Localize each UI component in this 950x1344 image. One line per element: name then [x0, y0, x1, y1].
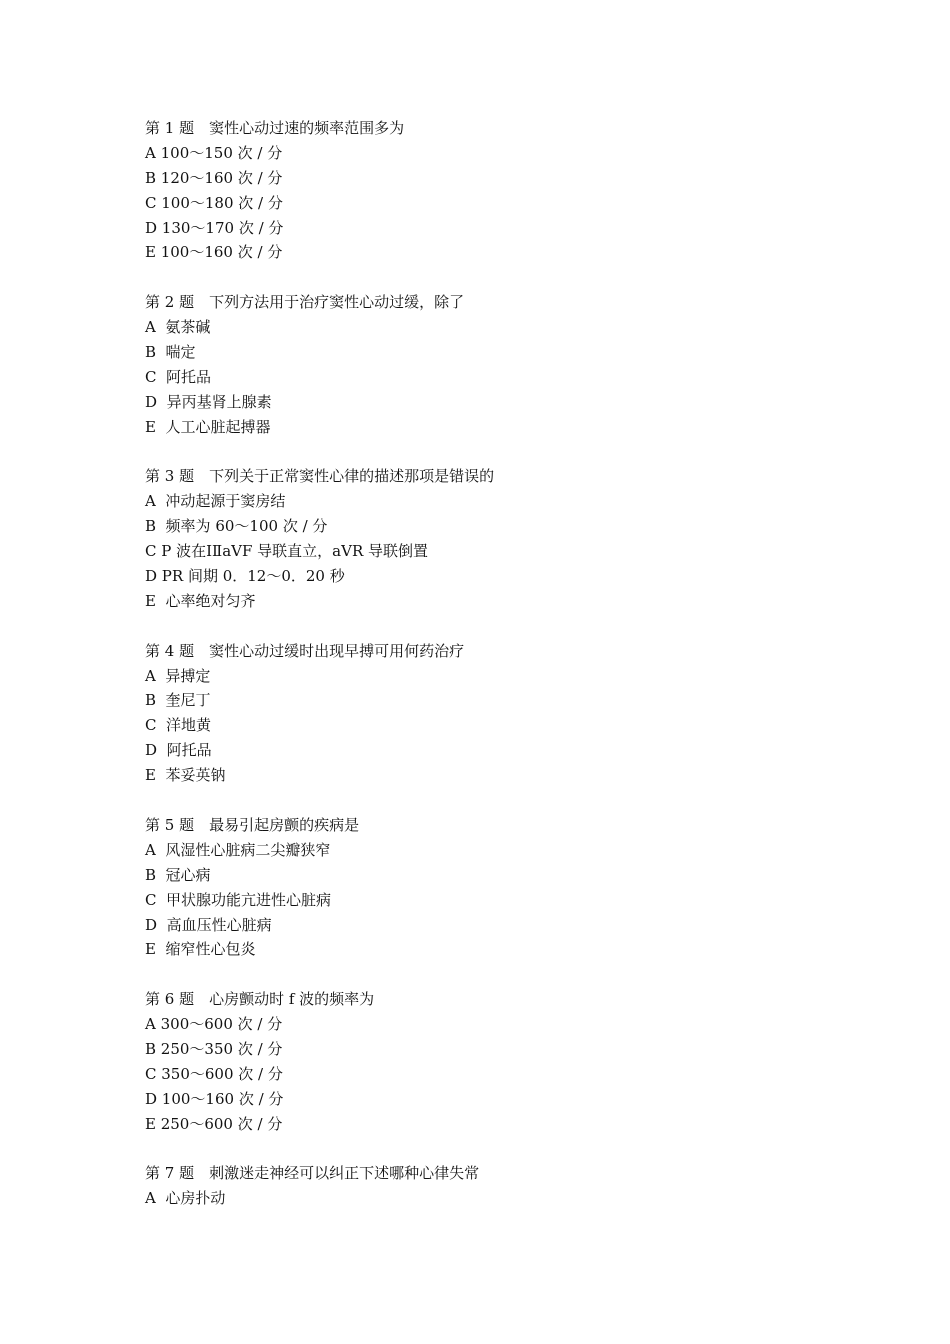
option-a: A 心房扑动 [145, 1189, 226, 1208]
question-3 [145, 464, 845, 613]
question-6 [145, 987, 845, 1136]
option-a: A 300～600 次 / 分 [145, 1015, 283, 1034]
question-title: 第 7 题 刺激迷走神经可以纠正下述哪种心律失常 [145, 1164, 480, 1183]
option-c: C 350～600 次 / 分 [145, 1064, 283, 1083]
option-e: E 缩窄性心包炎 [145, 940, 256, 959]
question-list [145, 116, 845, 1236]
option-b: B 频率为 60～100 次 / 分 [145, 517, 328, 536]
option-a: A 冲动起源于窦房结 [145, 492, 286, 511]
option-b: B 冠心病 [145, 865, 211, 884]
question-1 [145, 116, 845, 265]
option-d: D PR 间期 0．12～0．20 秒 [145, 567, 345, 586]
option-b: B 120～160 次 / 分 [145, 168, 283, 187]
option-d: D 高血压性心脏病 [145, 915, 272, 934]
option-e: E 100～160 次 / 分 [145, 243, 283, 262]
option-d: D 130～170 次 / 分 [145, 218, 284, 237]
question-title: 第 4 题 窦性心动过缓时出现早搏可用何药治疗 [145, 641, 465, 660]
option-e: E 心率绝对匀齐 [145, 591, 256, 610]
question-7 [145, 1161, 845, 1211]
option-b: B 奎尼丁 [145, 691, 211, 710]
question-title: 第 5 题 最易引起房颤的疾病是 [145, 815, 360, 834]
option-d: D 异丙基肾上腺素 [145, 392, 272, 411]
option-e: E 人工心脏起搏器 [145, 417, 271, 436]
option-c: C P 波在ⅠⅡaVF 导联直立，aVR 导联倒置 [145, 542, 429, 561]
option-a: A 氨茶碱 [145, 318, 211, 337]
question-title: 第 1 题 窦性心动过速的频率范围多为 [145, 119, 405, 137]
option-d: D 100～160 次 / 分 [145, 1089, 284, 1108]
option-b: B 250～350 次 / 分 [145, 1039, 283, 1058]
option-e: E 苯妥英钠 [145, 766, 226, 785]
option-c: C 阿托品 [145, 367, 212, 386]
question-title: 第 6 题 心房颤动时 f 波的频率为 [145, 990, 375, 1009]
question-5 [145, 813, 845, 962]
question-title: 第 2 题 下列方法用于治疗窦性心动过缓，除了 [145, 293, 465, 312]
option-a: A 异搏定 [145, 666, 211, 685]
question-title: 第 3 题 下列关于正常窦性心律的描述那项是错误的 [145, 467, 495, 486]
option-c: C 100～180 次 / 分 [145, 193, 283, 212]
option-a: A 100～150 次 / 分 [145, 143, 283, 162]
option-a: A 风湿性心脏病二尖瓣狭窄 [145, 840, 331, 859]
question-2 [145, 290, 845, 439]
option-c: C 甲状腺功能亢进性心脏病 [145, 890, 332, 909]
option-e: E 250～600 次 / 分 [145, 1114, 283, 1133]
option-b: B 喘定 [145, 343, 196, 362]
question-4 [145, 639, 845, 788]
option-c: C 洋地黄 [145, 716, 212, 735]
option-d: D 阿托品 [145, 741, 212, 760]
